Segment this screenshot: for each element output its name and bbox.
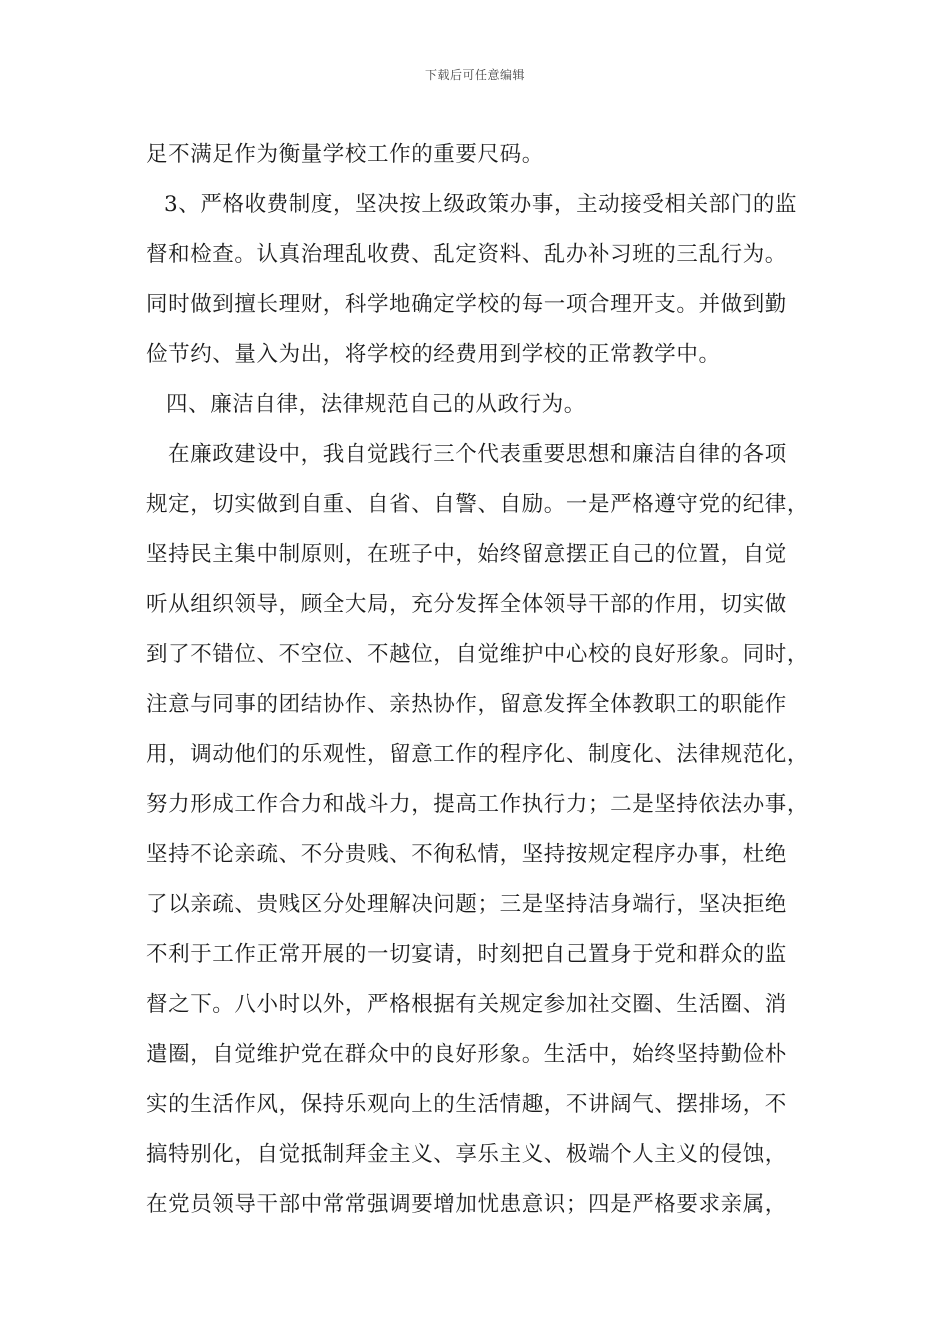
text-line: 同时做到擅长理财，科学地确定学校的每一项合理开支。并做到勤 [146,292,787,317]
text-line: 搞特别化，自觉抵制拜金主义、享乐主义、极端个人主义的侵蚀， [146,1142,787,1167]
text-line: 督之下。八小时以外，严格根据有关规定参加社交圈、生活圈、消 [146,992,787,1017]
text-line: 听从组织领导，顾全大局，充分发挥全体领导干部的作用，切实做 [146,592,787,617]
text-line: 到了不错位、不空位、不越位，自觉维护中心校的良好形象。同时， [146,642,810,667]
text-line: 遣圈，自觉维护党在群众中的良好形象。生活中，始终坚持勤俭朴 [146,1042,787,1067]
text-line: 足不满足作为衡量学校工作的重要尺码。 [146,142,544,167]
text-line: 实的生活作风，保持乐观向上的生活情趣，不讲阔气、摆排场，不 [146,1092,787,1117]
text-line: 俭节约、量入为出，将学校的经费用到学校的正常教学中。 [146,342,721,367]
text-line: 坚持民主集中制原则，在班子中，始终留意摆正自己的位置，自觉 [146,542,787,567]
text-line: 了以亲疏、贵贱区分处理解决问题；三是坚持洁身端行，坚决拒绝 [146,892,787,917]
text-line: 注意与同事的团结协作、亲热协作，留意发挥全体教职工的职能作 [146,692,787,717]
text-line: 坚持不论亲疏、不分贵贱、不徇私情，坚持按规定程序办事，杜绝 [146,842,787,867]
page-header: 下载后可任意编辑 [424,68,525,82]
text-line: 3、严格收费制度，坚决按上级政策办事，主动接受相关部门的监 [164,192,798,217]
text-line: 规定，切实做到自重、自省、自警、自励。一是严格遵守党的纪律， [146,492,810,517]
text-line: 努力形成工作合力和战斗力，提高工作执行力；二是坚持依法办事， [146,792,810,817]
text-line: 督和检查。认真治理乱收费、乱定资料、乱办补习班的三乱行为。 [146,242,787,267]
text-line: 在廉政建设中，我自觉践行三个代表重要思想和廉洁自律的各项 [168,442,787,467]
text-line: 用，调动他们的乐观性，留意工作的程序化、制度化、法律规范化， [146,742,810,767]
text-line: 不利于工作正常开展的一切宴请，时刻把自己置身于党和群众的监 [146,942,787,967]
section-heading: 四、廉洁自律，法律规范自己的从政行为。 [166,392,586,417]
document-body [146,130,826,1230]
text-line: 在党员领导干部中常常强调要增加忧患意识；四是严格要求亲属， [146,1192,787,1217]
